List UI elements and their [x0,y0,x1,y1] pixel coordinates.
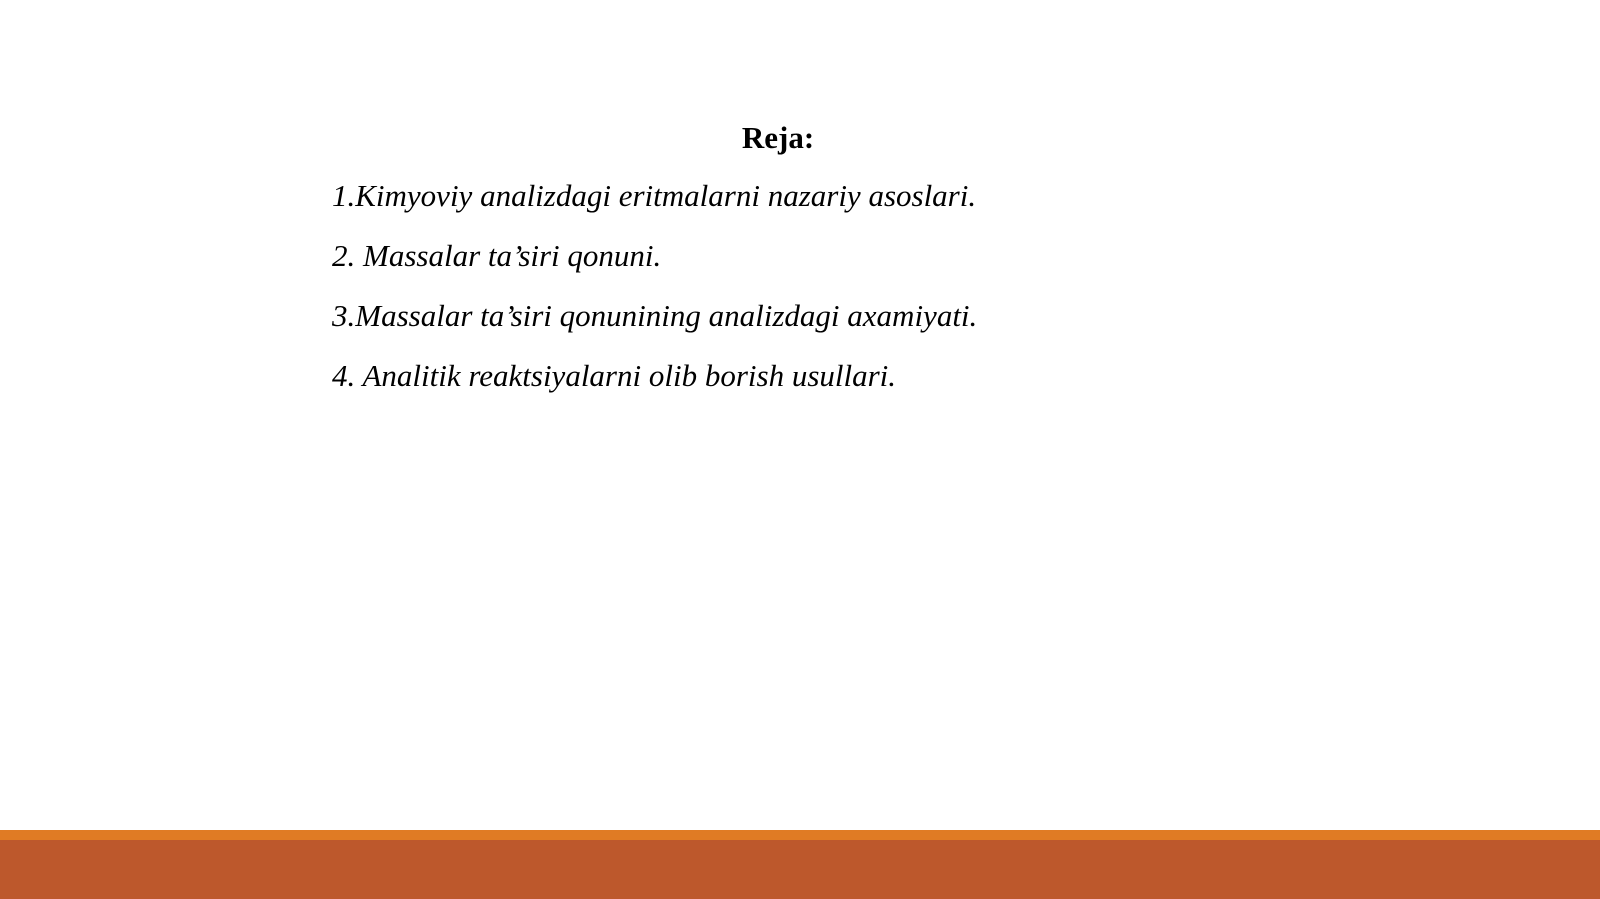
plan-item-1: 1.Kimyoviy analizdagi eritmalarni nazariy asoslari. [332,178,977,213]
plan-item-3: 3.Massalar ta’siri qonunining analizdagi axamiyati. [332,298,978,333]
plan-list [332,176,977,416]
footer-bar [0,840,1600,899]
plan-item-2: 2. Massalar ta’siri qonuni. [332,238,662,273]
footer-accent-stripe [0,830,1600,840]
plan-item-4: 4. Analitik reaktsiyalarni olib borish usullari. [332,358,897,393]
slide-title: Reja: [741,120,815,155]
